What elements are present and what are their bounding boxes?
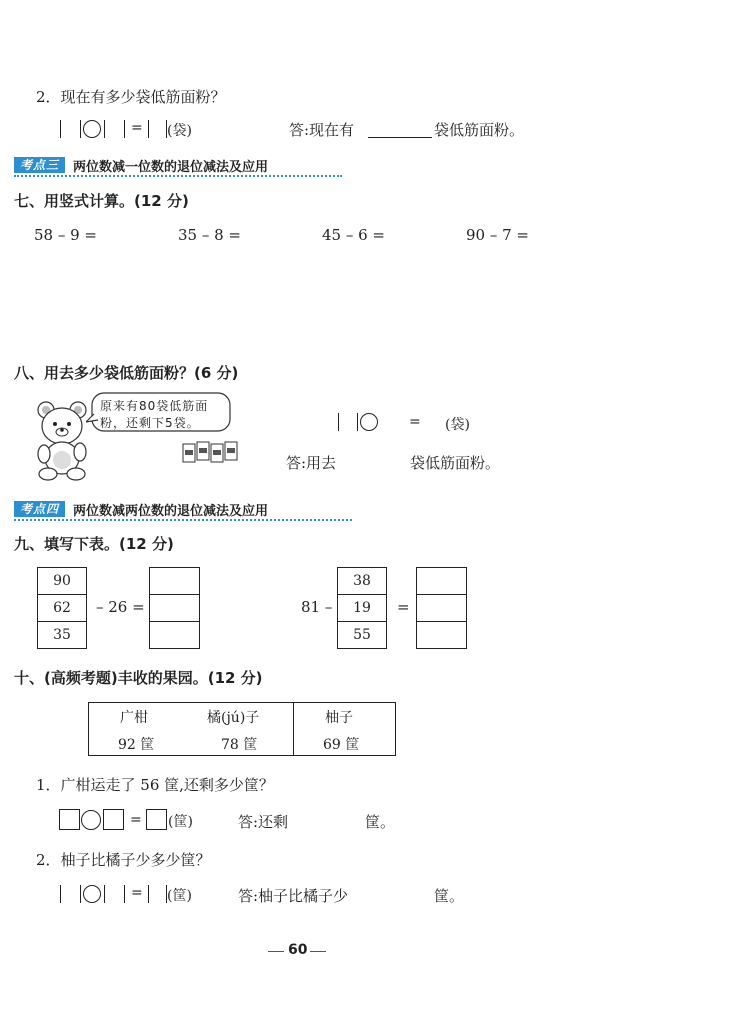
- table-header: 橘(jú)子: [207, 710, 260, 726]
- answer-cell[interactable]: [149, 621, 200, 649]
- blank-bar: [104, 885, 105, 903]
- blank-bar: [148, 885, 149, 903]
- operator-circle[interactable]: [360, 413, 378, 431]
- section-tag: 考点四: [14, 501, 65, 517]
- answer-prefix: 答:现在有: [289, 121, 355, 139]
- equals-sign: =: [397, 598, 410, 616]
- answer-suffix: 筐。: [434, 887, 465, 905]
- q10-sub1-question: 1．广柑运走了 56 筐,还剩多少筐？: [36, 776, 274, 794]
- q7-title: 七、用竖式计算。(12 分): [14, 192, 189, 210]
- page-number: 60: [288, 942, 308, 958]
- blank-bar: [80, 885, 81, 903]
- blank-bar: [60, 120, 61, 138]
- answer-prefix: 答:还剩: [238, 813, 289, 831]
- answer-box[interactable]: [59, 809, 80, 830]
- dotted-underline: [14, 519, 352, 521]
- equals-sign: =: [131, 885, 143, 901]
- q7-problem: 35 – 8 =: [178, 226, 242, 244]
- answer-prefix: 答:柚子比橘子少: [238, 887, 349, 905]
- page-dash-left: [268, 951, 284, 952]
- equals-sign: =: [409, 414, 421, 430]
- q7-problem: 58 – 9 =: [34, 226, 98, 244]
- flour-bags-icon: [182, 441, 240, 465]
- answer-suffix: 袋低筋面粉。: [410, 454, 501, 472]
- answer-cell[interactable]: [416, 594, 467, 622]
- table-cell: 90: [37, 567, 87, 595]
- operator-circle[interactable]: [81, 810, 101, 830]
- unit-label: (筐): [167, 888, 192, 904]
- answer-box[interactable]: [146, 809, 167, 830]
- blank-bar: [148, 120, 149, 138]
- answer-box[interactable]: [103, 809, 124, 830]
- blank-bar: [338, 413, 339, 431]
- equals-sign: =: [130, 812, 142, 828]
- equals-sign: =: [131, 120, 143, 136]
- page-dash-right: [310, 951, 326, 952]
- section-header-4: [14, 500, 268, 518]
- answer-suffix: 筐。: [365, 813, 396, 831]
- operator-circle[interactable]: [83, 120, 101, 138]
- section-header-3: [14, 156, 268, 174]
- unit-label: (筐): [168, 814, 193, 830]
- answer-blank[interactable]: [368, 137, 432, 138]
- answer-cell[interactable]: [149, 567, 200, 595]
- table-cell: 62: [37, 594, 87, 622]
- q7-problem: 45 – 6 =: [322, 226, 386, 244]
- section-tag: 考点三: [14, 157, 65, 173]
- q8-title: 八、用去多少袋低筋面粉？(6 分): [14, 364, 239, 382]
- table-cell: 55: [337, 621, 387, 649]
- operation-label: 81 –: [301, 598, 333, 616]
- answer-cell[interactable]: [416, 621, 467, 649]
- table-cell: 19: [337, 594, 387, 622]
- q10-title: 十、(高频考题)丰收的果园。(12 分): [14, 669, 263, 687]
- q10-sub2-question: 2．柚子比橘子少多少筐？: [36, 851, 211, 869]
- table-header: 广柑: [120, 710, 148, 726]
- table-cell: 38: [337, 567, 387, 595]
- table-cell: 35: [37, 621, 87, 649]
- q7-problem: 90 – 7 =: [466, 226, 530, 244]
- blank-bar: [60, 885, 61, 903]
- table-value: 92 筐: [118, 737, 155, 753]
- answer-suffix: 袋低筋面粉。: [434, 121, 525, 139]
- blank-bar: [124, 885, 125, 903]
- question-2-text: 2．现在有多少袋低筋面粉？: [36, 88, 226, 106]
- table-header: 柚子: [325, 710, 353, 726]
- blank-bar: [124, 120, 125, 138]
- bubble-text-line1: 原来有80袋低筋面: [100, 399, 209, 413]
- table-value: 78 筐: [221, 737, 258, 753]
- operation-label: – 26 =: [96, 598, 145, 616]
- unit-label: (袋): [167, 123, 192, 139]
- dotted-underline: [14, 175, 342, 177]
- operator-circle[interactable]: [83, 885, 101, 903]
- section-title: 两位数减两位数的退位减法及应用: [73, 503, 269, 519]
- blank-bar: [357, 413, 358, 431]
- blank-bar: [104, 120, 105, 138]
- answer-cell[interactable]: [149, 594, 200, 622]
- table-value: 69 筐: [323, 737, 360, 753]
- answer-cell[interactable]: [416, 567, 467, 595]
- bear-illustration: [34, 398, 94, 482]
- q9-title: 九、填写下表。(12 分): [14, 535, 174, 553]
- blank-bar: [80, 120, 81, 138]
- answer-prefix: 答:用去: [286, 454, 337, 472]
- section-title: 两位数减一位数的退位减法及应用: [73, 159, 269, 175]
- bubble-text-line2: 粉，还剩下5袋。: [100, 416, 200, 430]
- table-divider: [293, 702, 294, 756]
- unit-label: (袋): [445, 417, 470, 433]
